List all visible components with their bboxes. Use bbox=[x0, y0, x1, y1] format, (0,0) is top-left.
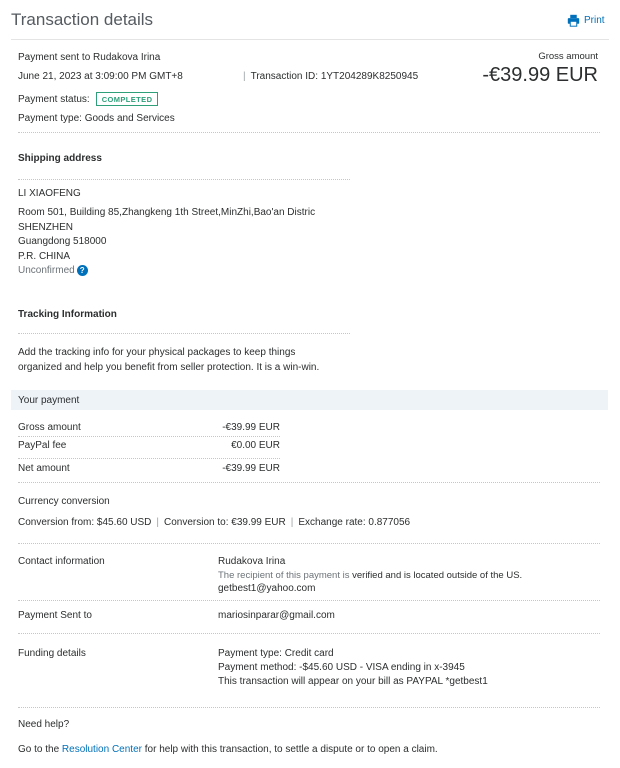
transaction-id: | Transaction ID: 1YT204289K8250945 bbox=[243, 71, 419, 82]
your-payment-band bbox=[11, 390, 608, 410]
gross-row-value: -€39.99 EUR bbox=[222, 422, 280, 433]
funding-type: Payment type: Credit card bbox=[218, 648, 334, 659]
gross-amount-label: Gross amount bbox=[538, 51, 598, 62]
your-payment-heading: Your payment bbox=[18, 395, 80, 406]
sent-to-text: Payment sent to Rudakova Irina bbox=[18, 52, 161, 63]
divider bbox=[18, 458, 280, 459]
status-badge: COMPLETED bbox=[96, 92, 159, 106]
contact-note: The recipient of this payment is verified and is located outside of the US. bbox=[218, 570, 523, 581]
funding-label: Funding details bbox=[18, 648, 86, 659]
funding-method: Payment method: -$45.60 USD - VISA ending in x-3945 bbox=[218, 662, 465, 673]
shipping-line3: Guangdong 518000 bbox=[18, 236, 107, 247]
print-label: Print bbox=[584, 15, 605, 26]
gross-row-label: Gross amount bbox=[18, 422, 81, 433]
help-question-icon[interactable]: ? bbox=[77, 265, 88, 276]
tracking-text-2: organized and help you benefit from seller protection. It is a win-win. bbox=[18, 362, 320, 373]
resolution-center-link[interactable]: Resolution Center bbox=[61, 744, 142, 755]
page-title: Transaction details bbox=[11, 10, 154, 29]
shipping-heading: Shipping address bbox=[18, 153, 102, 164]
print-button[interactable] bbox=[567, 14, 605, 27]
tracking-heading: Tracking Information bbox=[18, 309, 117, 320]
conversion-heading: Currency conversion bbox=[18, 496, 110, 507]
contact-name: Rudakova Irina bbox=[218, 556, 286, 567]
net-row-value: -€39.99 EUR bbox=[222, 463, 280, 474]
divider bbox=[18, 707, 600, 708]
gross-amount-value: -€39.99 EUR bbox=[482, 64, 598, 86]
fee-row-label: PayPal fee bbox=[18, 440, 67, 451]
divider bbox=[18, 132, 600, 133]
sent-to-email: mariosinparar@gmail.com bbox=[218, 610, 335, 621]
divider bbox=[18, 436, 280, 437]
divider bbox=[18, 543, 600, 544]
fee-row-value: €0.00 EUR bbox=[231, 440, 280, 451]
contact-email: getbest1@yahoo.com bbox=[218, 583, 316, 594]
conversion-details: Conversion from: $45.60 USD | Conversion to: €39.99 EUR | Exchange rate: 0.877056 bbox=[18, 517, 411, 528]
shipping-name: LI XIAOFENG bbox=[18, 188, 81, 199]
payment-status: Payment status: COMPLETED bbox=[18, 92, 158, 106]
tracking-text-1: Add the tracking info for your physical packages to keep things bbox=[18, 347, 296, 358]
transaction-date: June 21, 2023 at 3:09:00 PM GMT+8 bbox=[18, 71, 183, 82]
help-text: Go to the Resolution Center for help with this transaction, to settle a dispute or to open a claim. bbox=[18, 744, 438, 755]
shipping-line2: SHENZHEN bbox=[18, 222, 74, 233]
sent-to-label: Payment Sent to bbox=[18, 610, 92, 621]
funding-bill: This transaction will appear on your bill as PAYPAL *getbest1 bbox=[218, 676, 488, 687]
net-row-label: Net amount bbox=[18, 463, 70, 474]
shipping-line1: Room 501, Building 85,Zhangkeng 1th Street,MinZhi,Bao'an Distric bbox=[18, 207, 316, 218]
divider bbox=[18, 482, 600, 483]
divider bbox=[18, 333, 350, 334]
payment-type: Payment type: Goods and Services bbox=[18, 113, 175, 124]
printer-icon bbox=[567, 14, 580, 27]
divider bbox=[11, 39, 609, 40]
address-status: Unconfirmed ? bbox=[18, 265, 88, 276]
divider bbox=[18, 179, 350, 180]
help-heading: Need help? bbox=[18, 719, 70, 730]
divider bbox=[18, 633, 600, 634]
divider bbox=[18, 600, 600, 601]
contact-label: Contact information bbox=[18, 556, 105, 567]
shipping-line4: P.R. CHINA bbox=[18, 251, 71, 262]
